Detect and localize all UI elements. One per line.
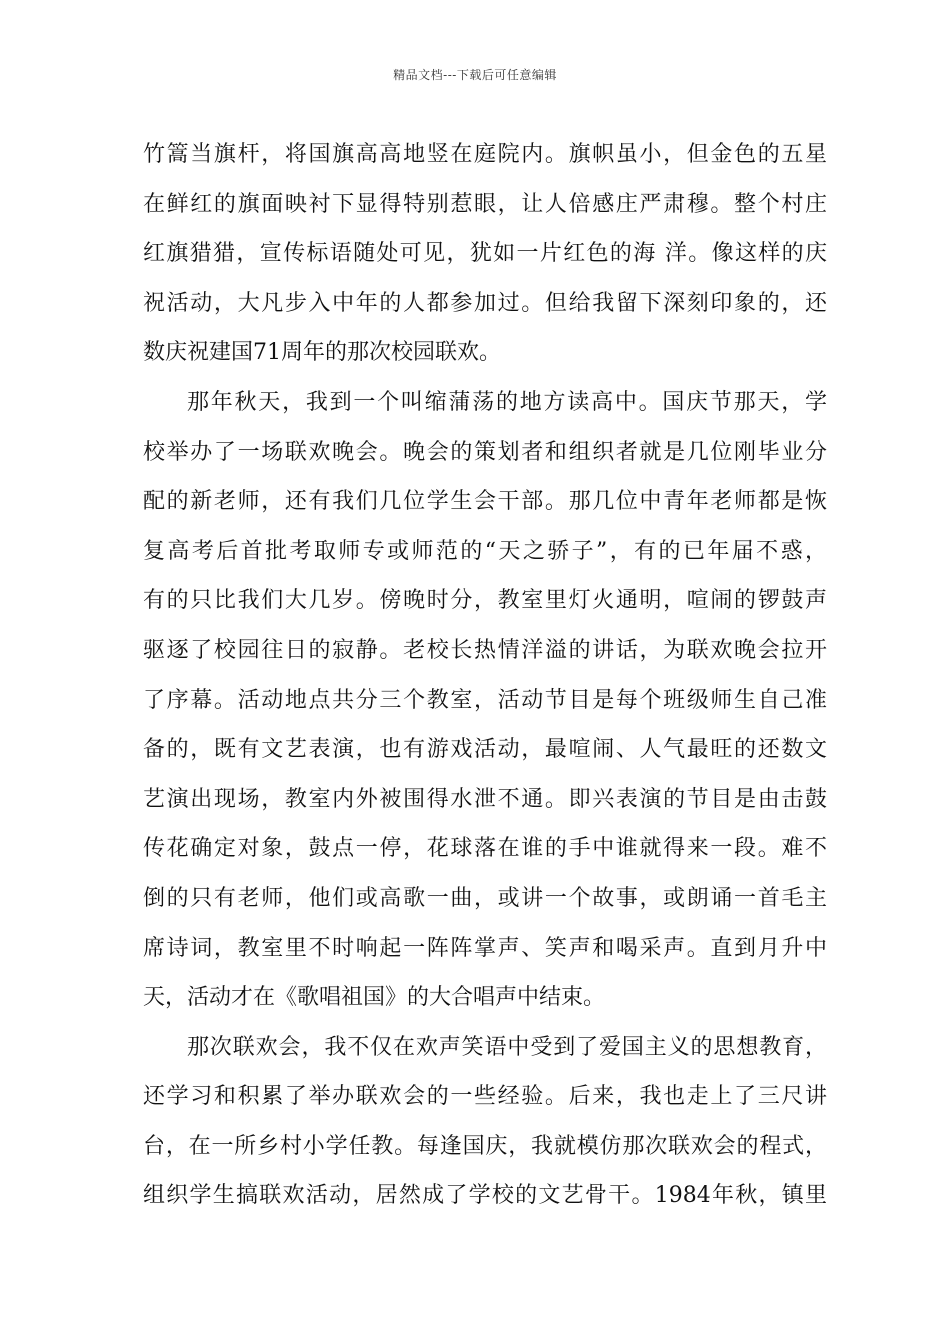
text-line: 倒的只有老师，他们或高歌一曲，或讲一个故事，或朗诵一首毛主 bbox=[143, 885, 827, 911]
text-line: 艺演出现场，教室内外被围得水泄不通。即兴表演的节目是由击鼓 bbox=[143, 786, 827, 812]
text-line: 祝活动，大凡步入中年的人都参加过。但给我留下深刻印象的，还 bbox=[143, 290, 827, 316]
text-line: 了序幕。活动地点共分三个教室，活动节目是每个班级师生自己准 bbox=[143, 687, 827, 713]
document-body bbox=[143, 130, 827, 1221]
page-header: 精品文档---下载后可任意编辑 bbox=[393, 68, 557, 82]
text-line: 驱逐了校园往日的寂静。老校长热情洋溢的讲话，为联欢晚会拉开 bbox=[143, 637, 827, 663]
text-line: 复高考后首批考取师专或师范的“天之骄子”，有的已年届不惑， bbox=[143, 538, 827, 564]
text-line: 台，在一所乡村小学任教。每逢国庆，我就模仿那次联欢会的程式， bbox=[143, 1133, 827, 1159]
text-line: 配的新老师，还有我们几位学生会干部。那几位中青年老师都是恢 bbox=[143, 489, 827, 515]
text-line: 组织学生搞联欢活动，居然成了学校的文艺骨干。1984年秋，镇里 bbox=[143, 1183, 827, 1209]
text-line: 那年秋天，我到一个叫缩蒲荡的地方读高中。国庆节那天，学 bbox=[187, 389, 827, 415]
text-line: 传花确定对象，鼓点一停，花球落在谁的手中谁就得来一段。难不 bbox=[143, 836, 827, 862]
text-line: 数庆祝建国71周年的那次校园联欢。 bbox=[143, 340, 501, 366]
text-line: 红旗猎猎，宣传标语随处可见，犹如一片红色的海 洋。像这样的庆 bbox=[143, 241, 827, 267]
text-line: 席诗词，教室里不时响起一阵阵掌声、笑声和喝采声。直到月升中 bbox=[143, 935, 827, 961]
text-line: 有的只比我们大几岁。傍晚时分，教室里灯火通明，喧闹的锣鼓声 bbox=[143, 588, 827, 614]
text-line: 天，活动才在《歌唱祖国》的大合唱声中结束。 bbox=[143, 985, 606, 1011]
text-line: 备的，既有文艺表演，也有游戏活动，最喧闹、人气最旺的还数文 bbox=[143, 737, 827, 763]
text-line: 竹篙当旗杆，将国旗高高地竖在庭院内。旗帜虽小，但金色的五星 bbox=[143, 142, 827, 167]
text-line: 那次联欢会，我不仅在欢声笑语中受到了爱国主义的思想教育， bbox=[187, 1034, 827, 1060]
text-line: 在鲜红的旗面映衬下显得特别惹眼，让人倍感庄严肃穆。整个村庄 bbox=[143, 191, 827, 217]
text-line: 校举办了一场联欢晚会。晚会的策划者和组织者就是几位刚毕业分 bbox=[143, 439, 827, 465]
text-line: 还学习和积累了举办联欢会的一些经验。后来，我也走上了三尺讲 bbox=[143, 1084, 827, 1110]
